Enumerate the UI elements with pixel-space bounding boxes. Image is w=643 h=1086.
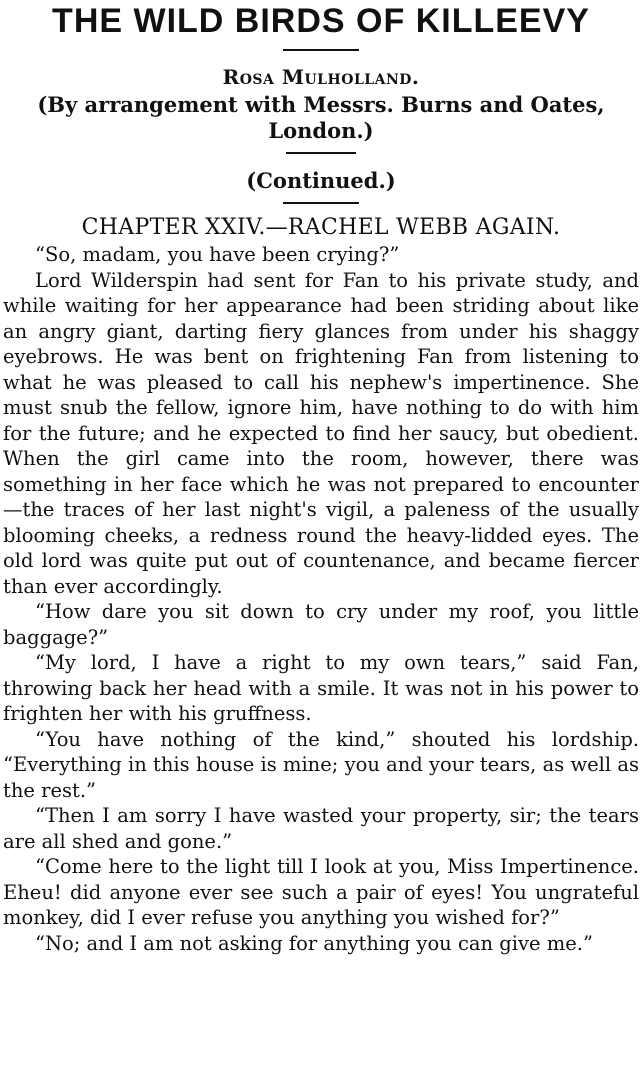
chapter-heading: CHAPTER XXIV.—RACHEL WEBB AGAIN. <box>81 215 561 240</box>
paragraph: “How dare you sit down to cry under my roof, you little baggage?” <box>3 600 639 649</box>
paragraph: Lord Wilderspin had sent for Fan to his private study, and while waiting for her appearance had been striding about like an angry giant, darting fiery glances from under his shaggy eyebrows. He was bent on frightening Fan from listening to what he was pleased to call his nephew's impertinence. She must snub the fellow, ignore him, have nothing to do with him for the future; and he expected to find her saucy, but obedient. When the girl came into the room, however, there was something in her face which he was not prepared to encounter—the traces of her last night's vigil, a paleness of the usually blooming cheeks, a redness round the heavy-lidded eyes. The old lord was quite put out of countenance, and became fiercer than ever accordingly. <box>3 268 639 598</box>
paragraph: “My lord, I have a right to my own tears,” said Fan, throwing back her head with a smile. It was not in his power to frighten her with his gruffness. <box>3 651 639 725</box>
paragraph: “Then I am sorry I have wasted your property, sir; the tears are all shed and gone.” <box>3 804 639 853</box>
paragraph: “You have nothing of the kind,” shouted his lordship. “Everything in this house is mine; you and your tears, as well as the rest.” <box>3 727 639 802</box>
publisher-rule <box>286 152 356 154</box>
paragraph: “No; and I am not asking for anything you can give me.” <box>35 931 593 955</box>
paragraph: “So, madam, you have been crying?” <box>35 243 400 266</box>
story-title: THE WILD BIRDS OF KILLEEVY <box>52 2 590 40</box>
publisher-note: (By arrangement with Messrs. Burns and Oates, London.) <box>37 92 605 143</box>
author-name: Rosa Mulholland. <box>222 65 420 89</box>
paragraph: “Come here to the light till I look at you, Miss Impertinence. Eheu! did anyone ever see such a pair of eyes! You ungrateful monkey, did I ever refuse you anything you wished for?” <box>3 855 639 929</box>
continued-rule <box>283 202 359 204</box>
title-rule <box>283 49 359 51</box>
story-body <box>3 242 639 956</box>
continued-note: (Continued.) <box>246 168 396 193</box>
